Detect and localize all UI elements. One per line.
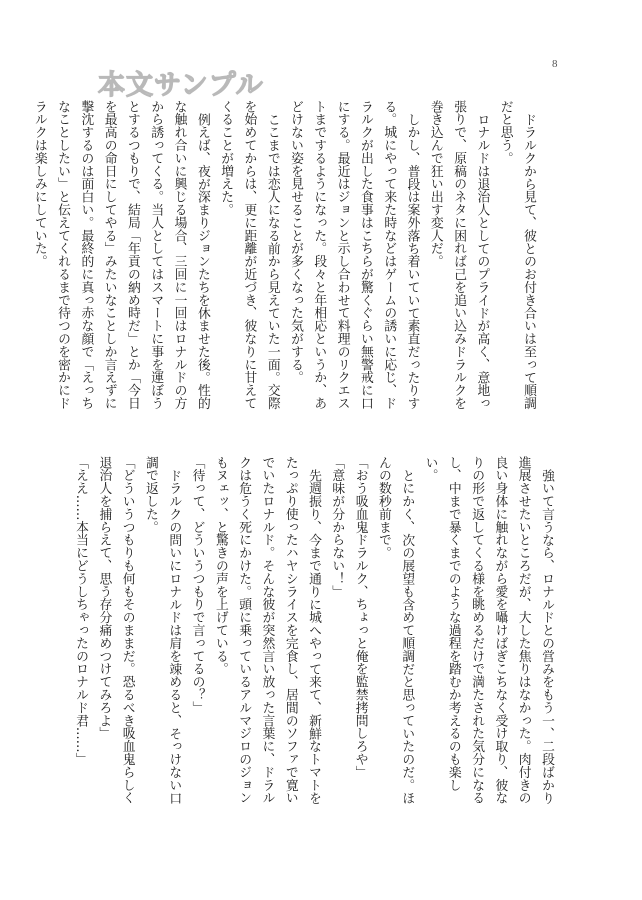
dialogue-line: 「ええ……本当にどうしちゃったのロナルド君……」 <box>73 456 89 766</box>
paragraph: 強いて言うなら、ロナルドとの営みをもう一、二段ばかり進展させたいところだが、大した焦りはなかった。肉付きの良い身体に触れながら愛を囁けばぎこちなく受け取り、彼なりの形で返してくる様を眺めるだけで満たされた気分になるし、中まで暴くまでのような過程を踏むか考えるのも楽しい。 <box>422 456 554 805</box>
dialogue-line: 「意味が分からない！」 <box>329 456 345 598</box>
page-number: 8 <box>552 58 558 70</box>
paragraph: ロナルドは退治人としてのプライドが高く、意地っ張りで、原稿のネタに困れば己を追い込みドラルクを巻き込んで狂い出す変人だ。 <box>427 100 490 410</box>
paragraph: 先週振り、今まで通りに城へやって来て、新鮮なトマトをたっぷり使ったハヤシライスを完食し、居間のソファで寛いでいたロナルド。そんな彼が突然言い放った言葉に、ドラルクは危うく死にかけた。頭に乗っているアルマジロのジョンもヌェッ、と驚きの声を上げている。 <box>212 456 322 805</box>
paragraph: ドラルクの問いにロナルドは肩を竦めると、そっけない口調で返した。 <box>142 456 182 805</box>
lower-text-block <box>73 456 558 812</box>
dialogue-line: 「待って、どういうつもりで言ってるの？」 <box>189 456 205 714</box>
paragraph: ドラルクから見て、彼とのお付き合いは至って順調だと思う。 <box>497 100 536 410</box>
paragraph: ここまでは恋人になる前から見えていた一面。交際を始めてからは、更に距離が近づき、彼なりに甘えてくることが増えた。 <box>218 100 280 410</box>
paragraph: しかし、普段は案外落ち着いていて素直だったりする。城にやって来た時などはゲームの誘いに応じ、ドラルクが出した食事はこちらが驚くぐらい無警戒に口にする。最近はジョンと示し合わせて料理のリクエストまでするようになった。段々と年相応というか、あどけない姿を見せることが多くなった気がする。 <box>288 100 420 410</box>
sample-watermark: 本文サンプル <box>98 70 264 101</box>
paragraph: 例えば、夜が深まりジョンたちを休ませた後。性的な触れ合いに興じる場合、三回に一回はロナルドの方から誘ってくる。当人としてはスマートに事を運ぼうとするつもりで、結局「年貢の納め時だ」とか「今日を最高の命日にしてやる」みたいなことしか言えずに撃沈するのは面白い。最終的に真っ赤な顔で「えっちなことしたい」と伝えてくれるまで待つのを密かにドラルクは楽しみにしていた。 <box>31 100 210 410</box>
paragraph: とにかく、次の展望も含めて順調だと思っていたのだ。ほんの数秒前まで。 <box>375 456 415 805</box>
upper-text-block <box>31 100 540 416</box>
dialogue-line: 「どういうつもりも何もそのままだ。恐るべき吸血鬼らしく退治人を捕らえて、思う存分痛めつけてみろよ」 <box>96 456 135 805</box>
dialogue-line: 「おう吸血鬼ドラルク、ちょっと俺を監禁拷問しろや」 <box>352 456 368 779</box>
